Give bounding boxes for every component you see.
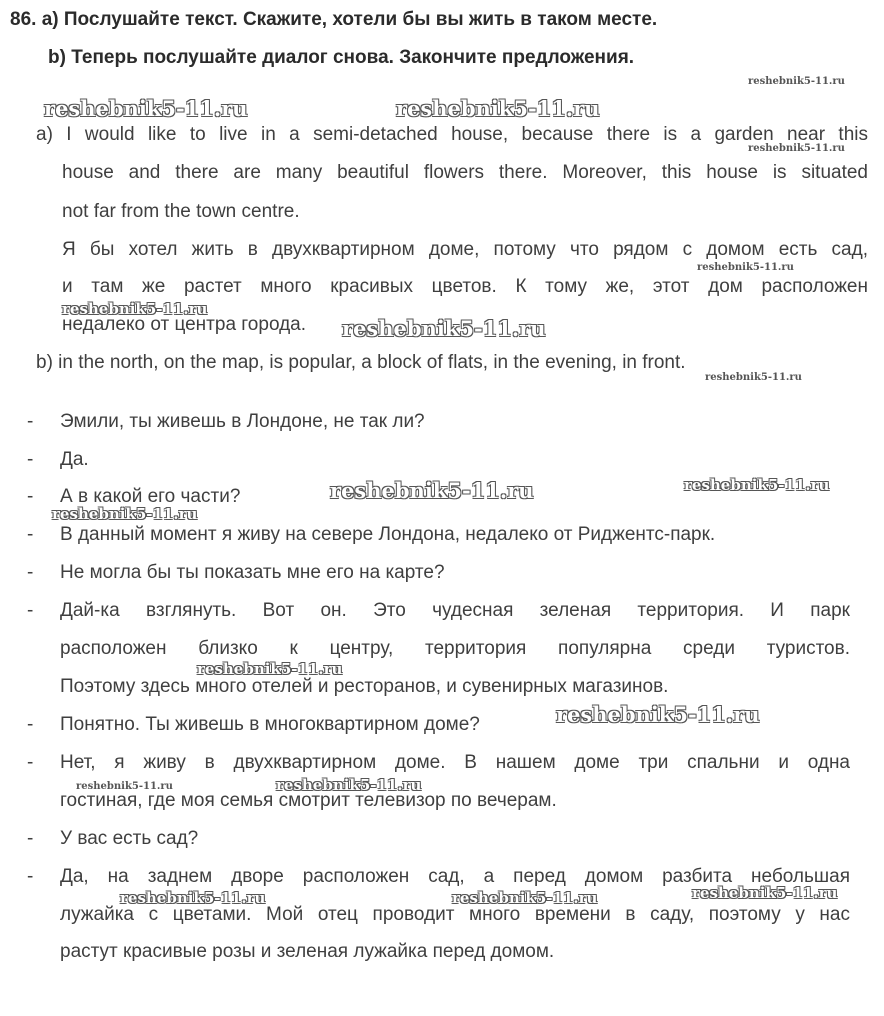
dialog-line-6-cont-1: расположен близко к центру, территория популярна среди туристов. <box>60 638 850 659</box>
dialog-dash-9: - <box>27 828 34 849</box>
dialog-dash-4: - <box>27 524 34 545</box>
dialog-dash-1: - <box>27 411 34 432</box>
dialog-dash-10: - <box>27 866 34 887</box>
watermark: reshebnik5-11.ru <box>556 702 760 727</box>
answer-a-english-line-2: house and there are many beautiful flowers there. Moreover, this house is situated <box>62 162 868 183</box>
watermark: reshebnik5-11.ru <box>396 96 600 121</box>
dialog-dash-8: - <box>27 752 34 773</box>
watermark: reshebnik5-11.ru <box>120 889 266 907</box>
answer-a-russian-line-1: Я бы хотел жить в двухквартирном доме, потому что рядом с домом есть сад, <box>62 239 868 260</box>
task-heading-b: b) Теперь послушайте диалог снова. Закончите предложения. <box>48 47 635 68</box>
watermark: reshebnik5-11.ru <box>452 889 598 907</box>
watermark: reshebnik5-11.ru <box>697 262 794 273</box>
answer-a-russian-line-2: и там же растет много красивых цветов. К тому же, этот дом расположен <box>62 276 868 297</box>
watermark: reshebnik5-11.ru <box>748 76 845 87</box>
answer-a-english-line-1: a) I would like to live in a semi-detached house, because there is a garden near this <box>36 124 868 145</box>
dialog-dash-6: - <box>27 600 34 621</box>
answer-b: b) in the north, on the map, is popular, a block of flats, in the evening, in front. <box>36 352 686 373</box>
dialog-line-4: В данный момент я живу на севере Лондона, недалеко от Риджентс-парк. <box>60 524 716 545</box>
dialog-line-5: Не могла бы ты показать мне его на карте? <box>60 562 445 583</box>
watermark: reshebnik5-11.ru <box>52 505 198 523</box>
dialog-line-10: Да, на заднем дворе расположен сад, а перед домом разбита небольшая <box>60 866 850 887</box>
watermark: reshebnik5-11.ru <box>62 300 208 318</box>
dialog-line-8-cont: гостиная, где моя семья смотрит телевизор по вечерам. <box>60 790 557 811</box>
watermark: reshebnik5-11.ru <box>342 316 546 341</box>
dialog-dash-7: - <box>27 714 34 735</box>
watermark: reshebnik5-11.ru <box>684 476 830 494</box>
dialog-line-8: Нет, я живу в двухквартирном доме. В нашем доме три спальни и одна <box>60 752 850 773</box>
dialog-line-2: Да. <box>60 449 89 470</box>
watermark: reshebnik5-11.ru <box>197 660 343 678</box>
dialog-line-10-cont-2: растут красивые розы и зеленая лужайка перед домом. <box>60 941 555 962</box>
dialog-line-6-cont-2: Поэтому здесь много отелей и ресторанов, и сувенирных магазинов. <box>60 676 669 697</box>
dialog-line-3: А в какой его части? <box>60 486 241 507</box>
dialog-line-6: Дай-ка взглянуть. Вот он. Это чудесная зеленая территория. И парк <box>60 600 850 621</box>
dialog-line-1: Эмили, ты живешь в Лондоне, не так ли? <box>60 411 425 432</box>
task-heading-a: 86. a) Послушайте текст. Скажите, хотели бы вы жить в таком месте. <box>10 9 658 30</box>
watermark: reshebnik5-11.ru <box>276 776 422 794</box>
answer-a-english-line-3: not far from the town centre. <box>62 201 300 222</box>
watermark: reshebnik5-11.ru <box>44 96 248 121</box>
dialog-line-7: Понятно. Ты живешь в многоквартирном доме? <box>60 714 480 735</box>
watermark: reshebnik5-11.ru <box>748 143 845 154</box>
answer-a-russian-line-3: недалеко от центра города. <box>62 314 307 335</box>
watermark: reshebnik5-11.ru <box>330 478 534 503</box>
dialog-dash-5: - <box>27 562 34 583</box>
watermark: reshebnik5-11.ru <box>692 884 838 902</box>
dialog-line-9: У вас есть сад? <box>60 828 199 849</box>
watermark: reshebnik5-11.ru <box>76 781 173 792</box>
dialog-dash-2: - <box>27 449 34 470</box>
watermark: reshebnik5-11.ru <box>705 372 802 383</box>
dialog-dash-3: - <box>27 486 34 507</box>
dialog-line-10-cont-1: лужайка с цветами. Мой отец проводит много времени в саду, поэтому у нас <box>60 904 850 925</box>
